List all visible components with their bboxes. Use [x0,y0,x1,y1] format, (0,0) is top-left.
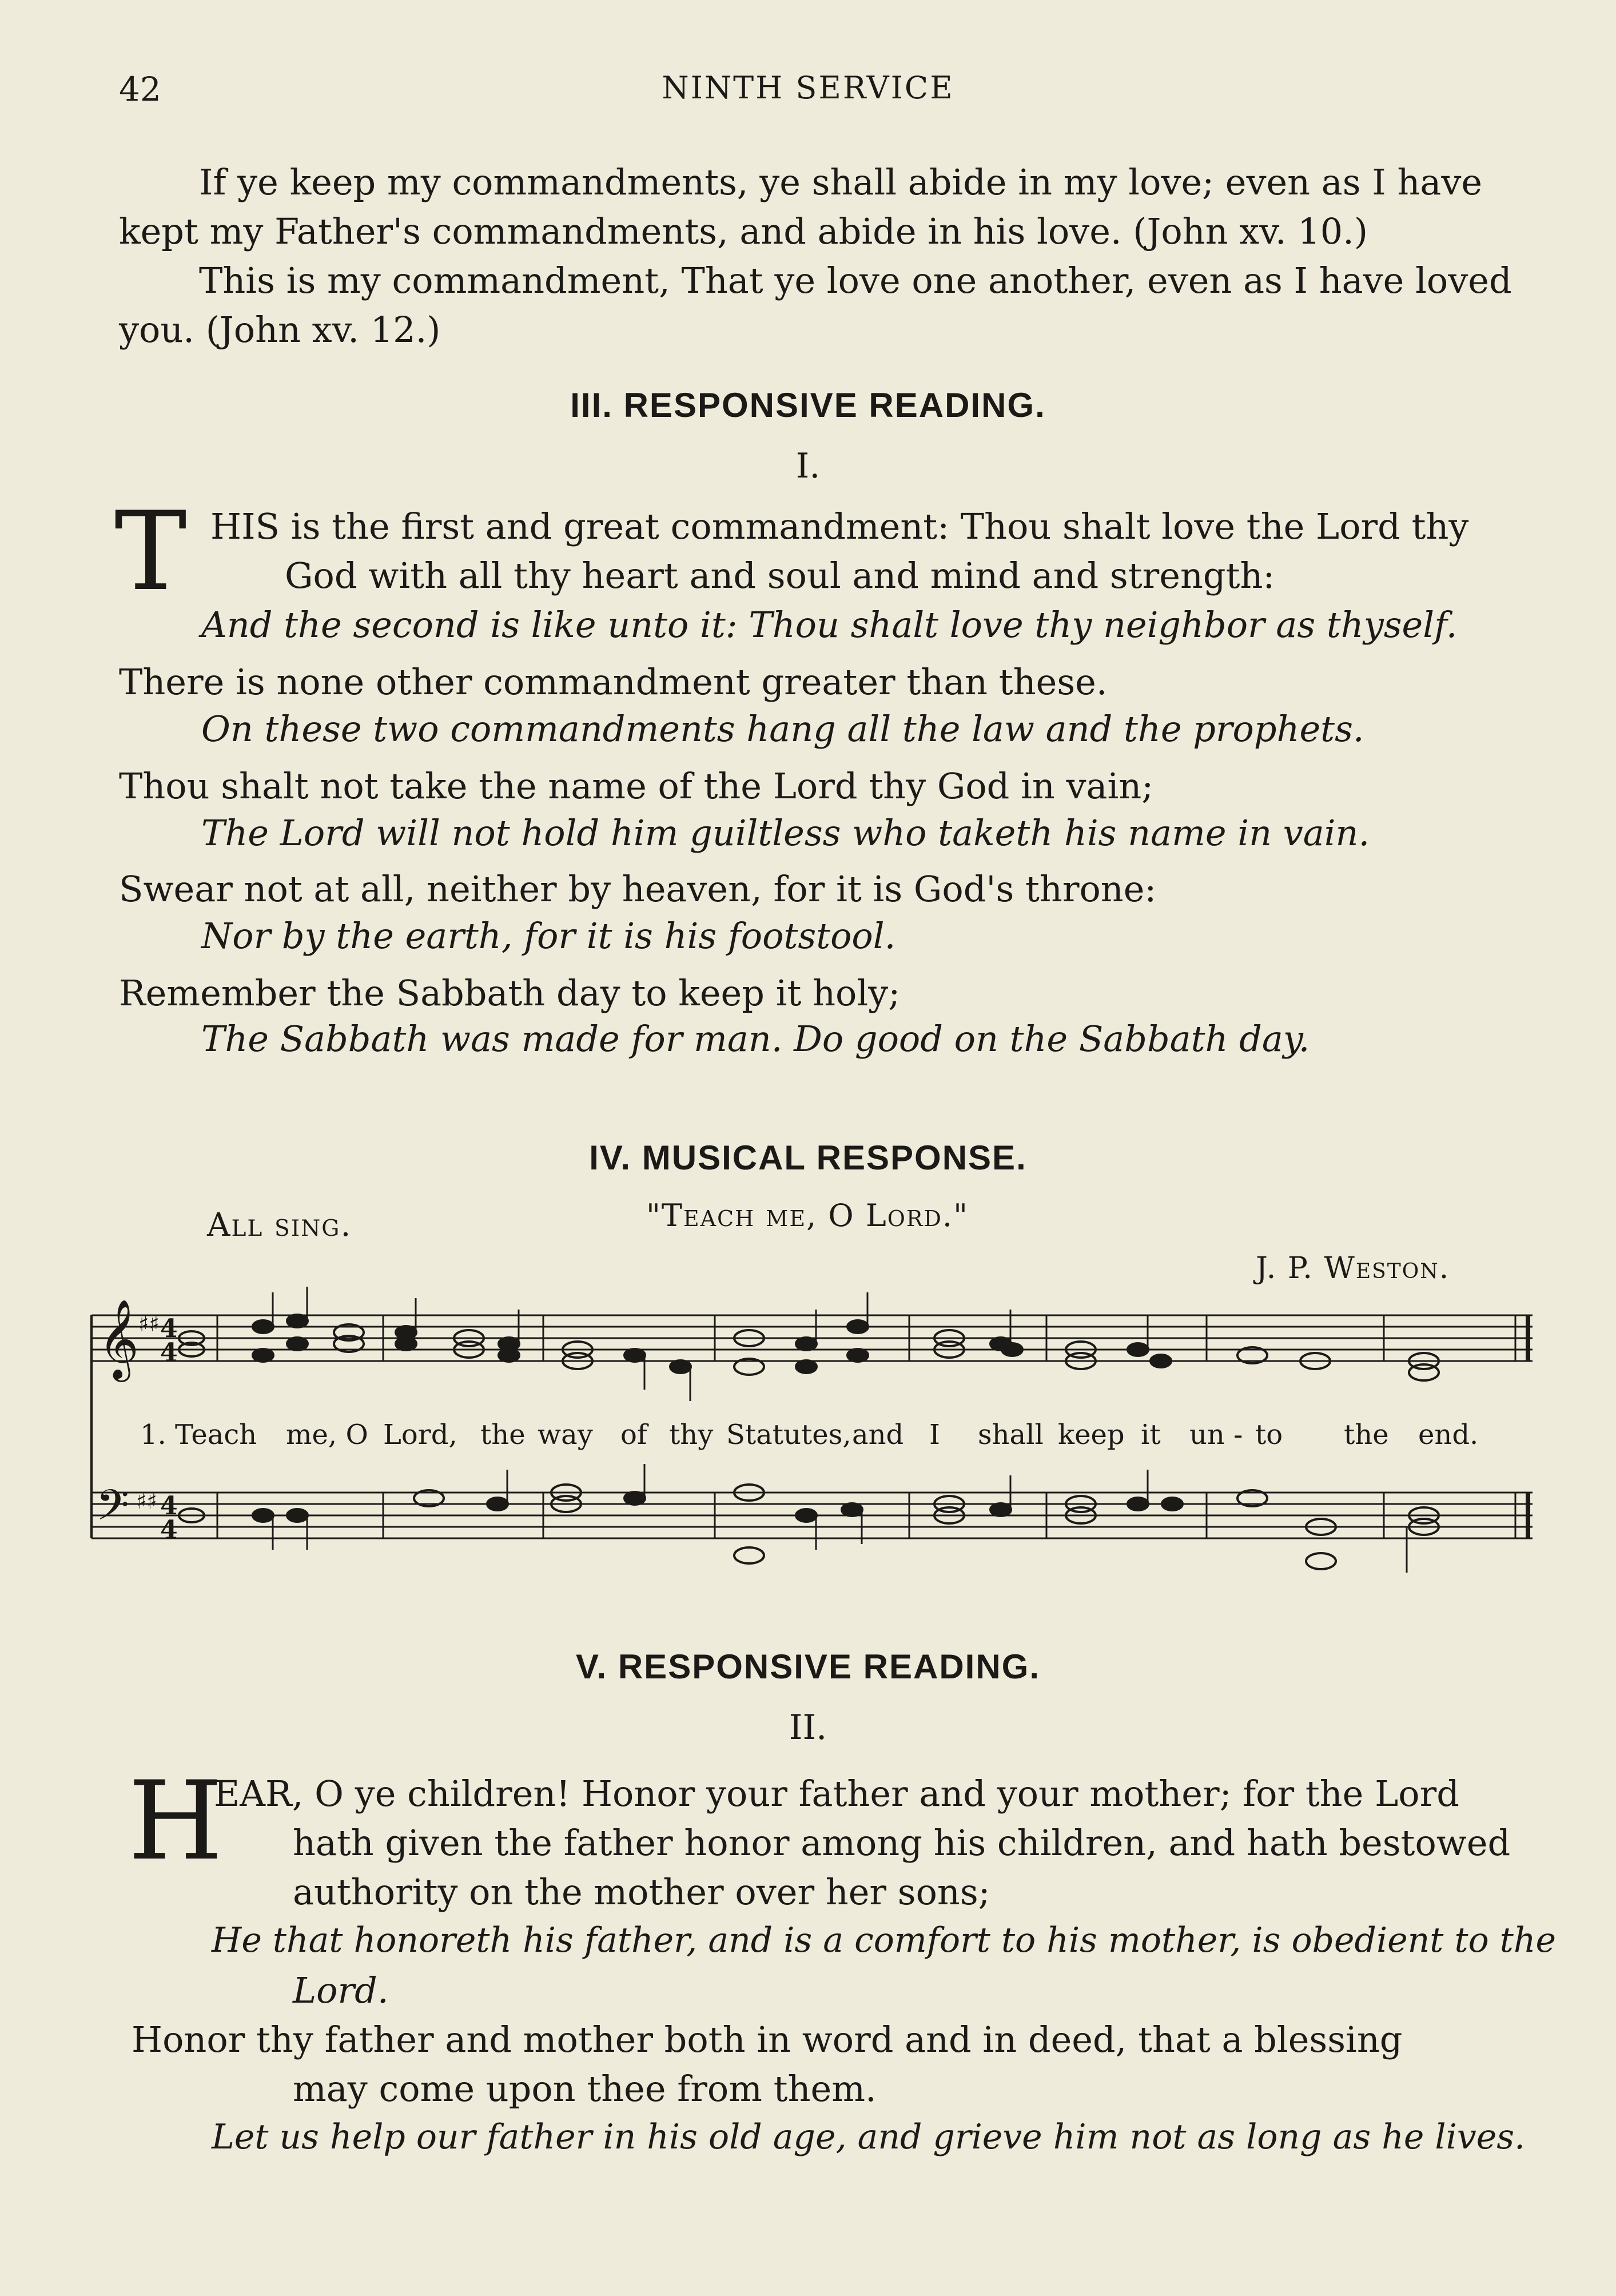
reading-numeral-2: II. [789,1708,827,1748]
treble-key-signature-icon: ♯♯ [138,1311,160,1336]
bass-time-signature-bottom: 4 [160,1515,178,1545]
reading2-line-3: authority on the mother over her sons; [293,1871,990,1913]
reading2-line-5: may come upon thee from them. [293,2068,877,2110]
reading1-response-2: On these two commandments hang all the law and the prophets. [201,708,1364,750]
reading2-line-1: EAR, O ye children! Honor your father and your mother; for the Lord [214,1773,1459,1814]
song-title: "Teach me, O Lord." [646,1197,969,1233]
lyric-syllable: it [1141,1419,1161,1451]
running-title: NINTH SERVICE [662,70,954,106]
lyric-syllable: of [620,1419,647,1451]
bass-key-signature-icon: ♯♯ [136,1489,157,1514]
bass-clef-icon: 𝄢 [96,1481,129,1541]
treble-notes [179,1315,1439,1380]
lyric-syllable: the [480,1419,526,1451]
sing-instruction: All sing. [207,1207,352,1244]
reading1-line-4: Thou shalt not take the name of the Lord thy God in vain; [119,765,1154,807]
reading1-line-5: Swear not at all, neither by heaven, for it is God's throne: [119,868,1157,910]
bass-time-signature-top: 4 [160,1491,178,1521]
reading1-line-1: HIS is the first and great commandment: Thou shalt love the Lord thy [210,506,1469,547]
drop-cap-h: H [128,1758,223,1884]
reading2-response-1: He that honoreth his father, and is a comfort to his mother, is obedient to the [212,1920,1557,1960]
composer-credit: J. P. Weston. [1256,1251,1450,1286]
reading2-response-1-cont: Lord. [293,1969,389,2011]
section-heading-responsive-reading-1: III. RESPONSIVE READING. [570,386,1046,424]
lyric-syllable: Lord, [383,1419,457,1451]
treble-time-signature-top: 4 [160,1314,178,1343]
lyric-syllable: the [1344,1419,1389,1451]
lyric-syllable: un - [1189,1419,1243,1451]
lyric-syllable: 1. Teach [140,1419,257,1451]
section-heading-musical-response: IV. MUSICAL RESPONSE. [589,1139,1027,1177]
lyrics [140,1419,1478,1451]
music-score [86,1281,1550,1630]
reading-numeral-1: I. [795,446,821,486]
lyric-syllable: way [538,1419,593,1451]
section-heading-responsive-reading-2: V. RESPONSIVE READING. [576,1648,1040,1686]
opening-line-2: kept my Father's commandments, and abide in his love. (John xv. 10.) [119,210,1368,252]
reading2-line-2: hath given the father honor among his children, and hath bestowed [293,1822,1511,1864]
reading1-response-3: The Lord will not hold him guiltless who taketh his name in vain. [201,812,1370,854]
lyric-syllable: keep [1058,1419,1125,1451]
reading2-line-4: Honor thy father and mother both in word and in deed, that a blessing [132,2019,1403,2060]
treble-clef-icon: 𝄞 [98,1299,139,1379]
page-number: 42 [119,70,161,109]
lyric-syllable: shall [978,1419,1044,1451]
lyric-syllable: Statutes, [726,1419,851,1451]
lyric-syllable: I [929,1419,940,1451]
reading1-line-2: God with all thy heart and soul and mind and strength: [285,555,1275,596]
reading1-line-3: There is none other commandment greater than these. [119,661,1108,703]
reading2-response-2: Let us help our father in his old age, and grieve him not as long as he lives. [212,2117,1526,2157]
opening-line-3: This is my commandment, That ye love one another, even as I have loved [199,260,1512,301]
lyric-syllable: thy [669,1419,714,1451]
bass-stems [273,1464,1407,1573]
lyric-syllable: and [852,1419,904,1451]
lyric-syllable: end. [1418,1419,1479,1451]
reading1-line-6: Remember the Sabbath day to keep it holy; [119,972,901,1014]
reading1-response-4: Nor by the earth, for it is his footstool. [201,915,896,957]
reading1-response-5: The Sabbath was made for man. Do good on the Sabbath day. [201,1018,1310,1060]
drop-cap-t: T [114,488,187,615]
reading1-response-1: And the second is like unto it: Thou shalt love thy neighbor as thyself. [201,604,1458,646]
opening-line-1: If ye keep my commandments, ye shall abide in my love; even as I have [199,161,1483,203]
lyric-syllable: me, O [286,1419,368,1451]
lyric-syllable: to [1255,1419,1283,1451]
treble-time-signature-bottom: 4 [160,1338,178,1367]
opening-line-4: you. (John xv. 12.) [119,309,441,351]
